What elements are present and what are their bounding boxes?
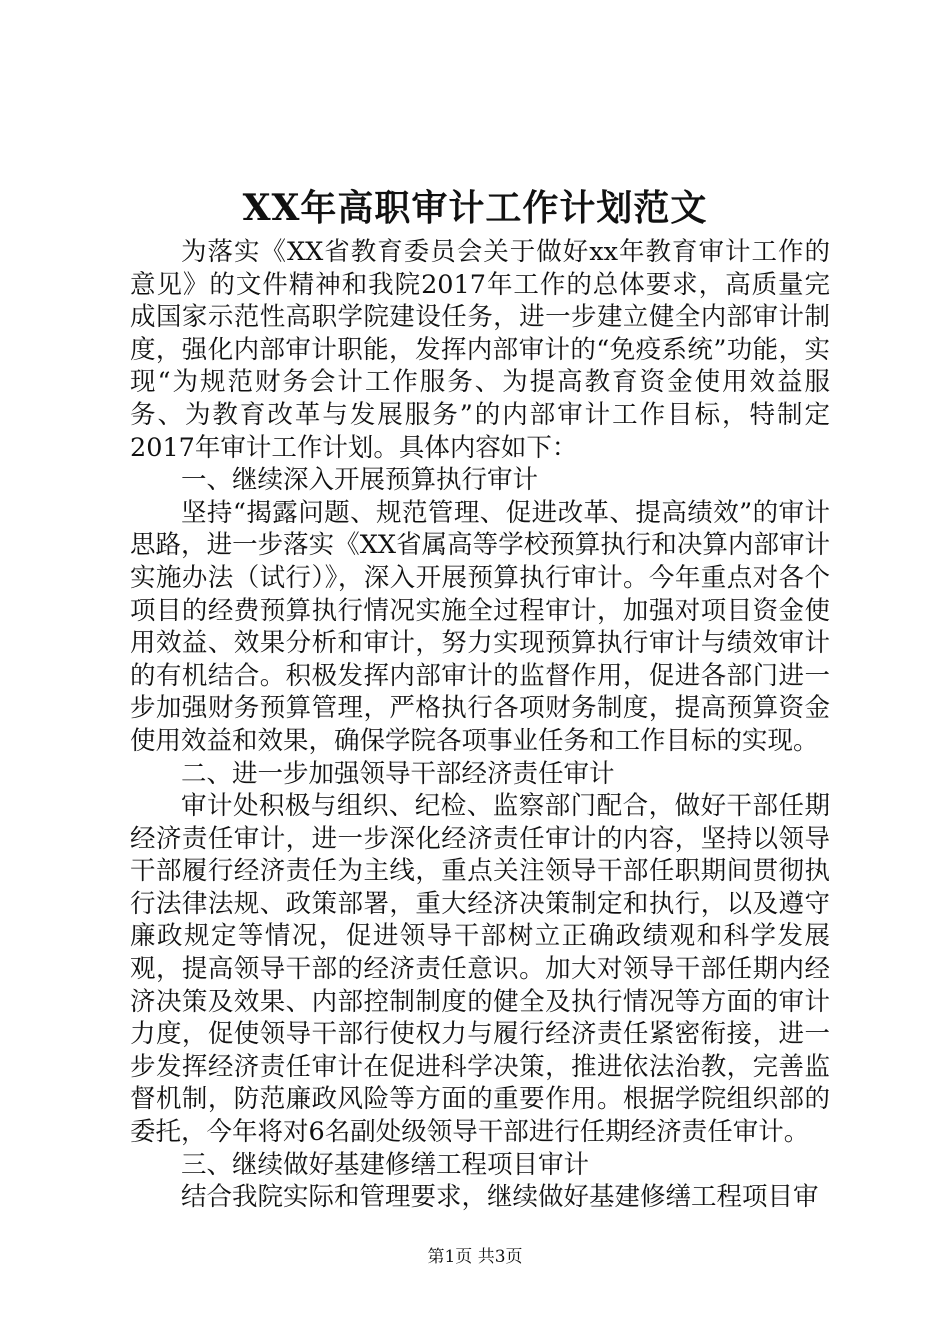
page-number-footer: 第1页 共3页	[427, 1247, 523, 1267]
paragraph-budget-audit: 坚持“揭露问题、规范管理、促进改革、提高绩效”的审计思路，进一步落实《XX省属高等学校预算执行和决算内部审计实施办法（试行）》，深入开展预算执行审计。今年重点对各个项目的经费预算执行情况实施全过程审计，加强对项目资金使用效益、效果分析和审计，努力实现预算执行审计与绩效审计的有机结合。积极发挥内部审计的监督作用，促进各部门进一步加强财务预算管理，严格执行各项财务制度，提高预算资金使用效益和效果，确保学院各项事业任务和工作目标的实现。	[130, 497, 830, 756]
paragraph-intro: 为落实《XX省教育委员会关于做好xx年教育审计工作的意见》的文件精神和我院2017年工作的总体要求，高质量完成国家示范性高职学院建设任务，进一步建立健全内部审计制度，强化内部审计职能，发挥内部审计的“免疫系统”功能，实现“为规范财务会计工作服务、为提高教育资金使用效益服务、为教育改革与发展服务”的内部审计工作目标，特制定2017年审计工作计划。具体内容如下：	[130, 237, 830, 463]
section-heading-3: 三、继续做好基建修缮工程项目审计	[181, 1149, 590, 1180]
paragraph-economic-responsibility: 审计处积极与组织、纪检、监察部门配合，做好干部任期经济责任审计，进一步深化经济责任审计的内容，坚持以领导干部履行经济责任为主线，重点关注领导干部任职期间贯彻执行法律法规、政策部署，重大经济决策制定和执行，以及遵守廉政规定等情况，促进领导干部树立正确政绩观和科学发展观，提高领导干部的经济责任意识。加大对领导干部任期内经济决策及效果、内部控制制度的健全及执行情况等方面的审计力度，促使领导干部行使权力与履行经济责任紧密衔接，进一步发挥经济责任审计在促进科学决策，推进依法治教，完善监督机制，防范廉政风险等方面的重要作用。根据学院组织部的委托，今年将对6名副处级领导干部进行任期经济责任审计。	[130, 791, 830, 1148]
document-title: XX年高职审计工作计划范文	[242, 187, 708, 229]
section-heading-2: 二、进一步加强领导干部经济责任审计	[181, 758, 615, 789]
paragraph-construction-audit: 结合我院实际和管理要求，继续做好基建修缮工程项目审	[181, 1182, 819, 1213]
document-body	[130, 236, 830, 1214]
section-heading-1: 一、继续深入开展预算执行审计	[181, 465, 539, 496]
